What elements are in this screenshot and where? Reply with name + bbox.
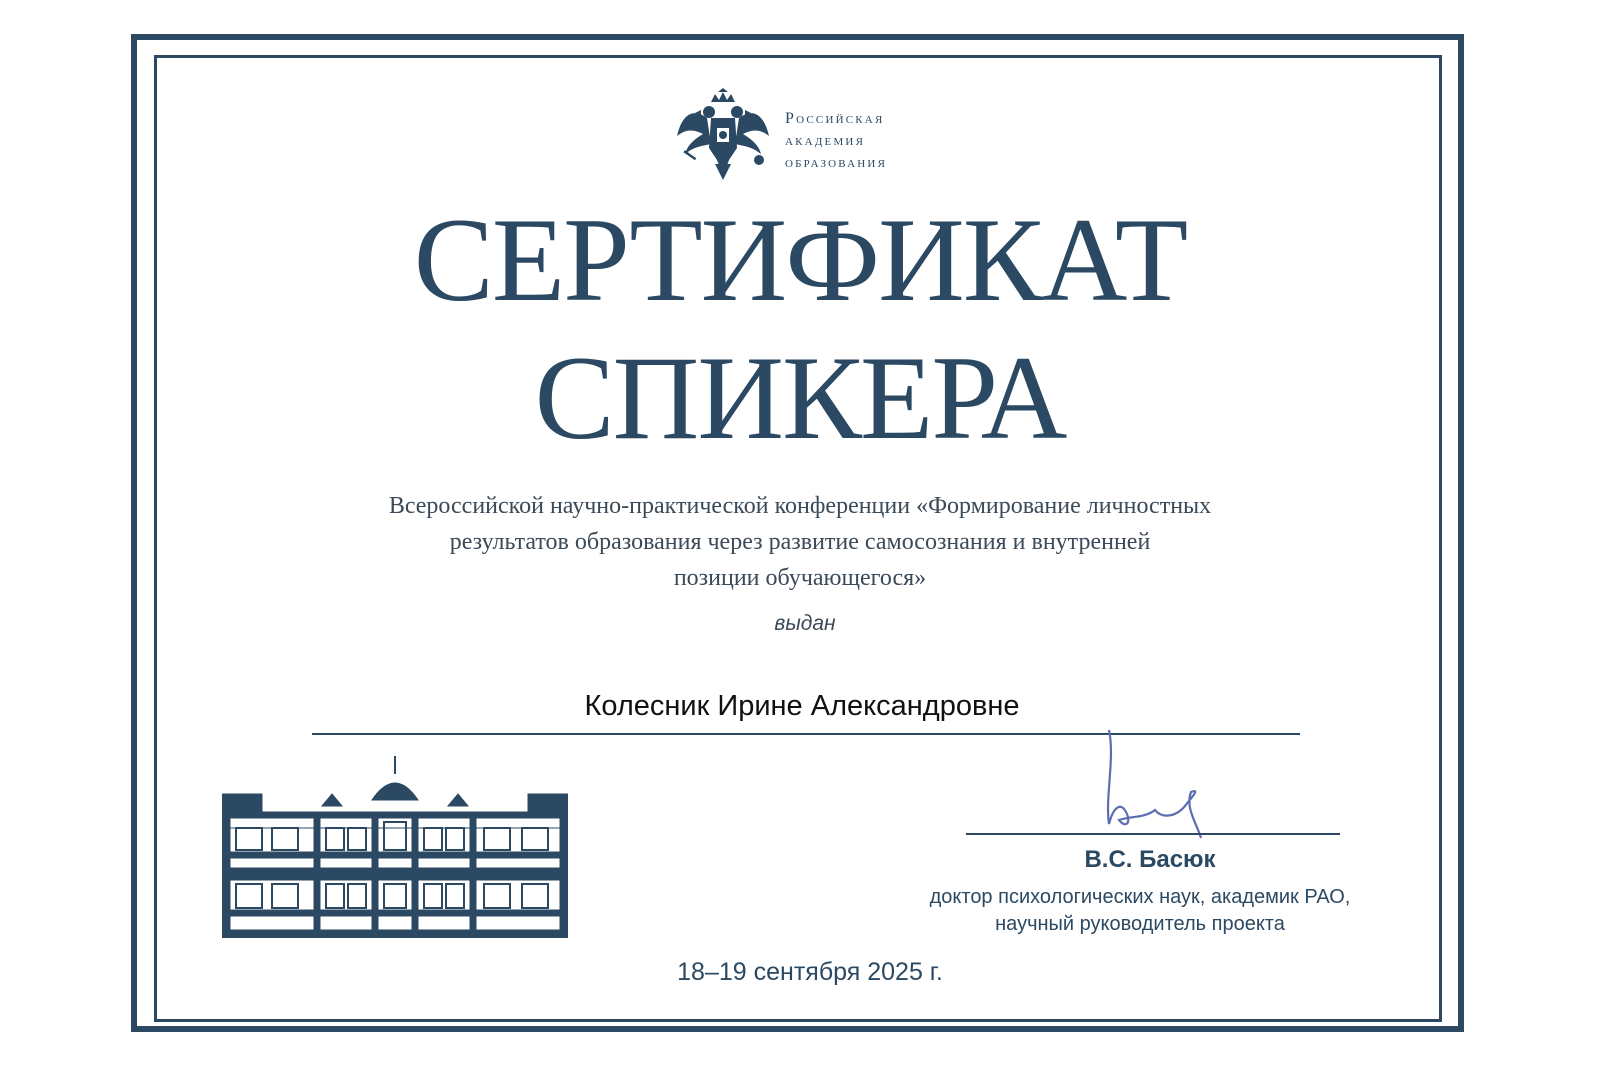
organization-name-line: образования xyxy=(785,154,888,171)
certificate-title: СЕРТИФИКАТ xyxy=(413,193,1187,326)
signatory-role-line: научный руководитель проекта xyxy=(995,913,1285,935)
issued-label: выдан xyxy=(774,612,836,635)
event-date: 18–19 сентября 2025 г. xyxy=(677,958,943,986)
signature-line xyxy=(966,833,1340,835)
certificate-subtitle: СПИКЕРА xyxy=(534,331,1066,464)
recipient-name: Колесник Ирине Александровне xyxy=(584,690,1020,722)
conference-line: результатов образования через развитие самосознания и внутренней xyxy=(449,529,1151,555)
conference-description xyxy=(300,488,1300,596)
organization-name-line: академия xyxy=(785,132,866,149)
signatory-name: В.С. Басюк xyxy=(1084,846,1216,873)
double-headed-eagle-icon xyxy=(673,88,773,180)
building-illustration xyxy=(222,756,568,938)
organization-logo xyxy=(673,88,943,180)
conference-line: позиции обучающегося» xyxy=(673,565,927,591)
organization-name xyxy=(785,108,887,174)
organization-name-line: Российская xyxy=(785,110,885,127)
handwritten-signature xyxy=(1105,728,1225,848)
signatory-role-line: доктор психологических наук, академик РАО, xyxy=(929,886,1351,908)
conference-line: Всероссийской научно-практической конференции «Формирование личностных xyxy=(388,493,1212,519)
signatory-role xyxy=(860,884,1420,938)
